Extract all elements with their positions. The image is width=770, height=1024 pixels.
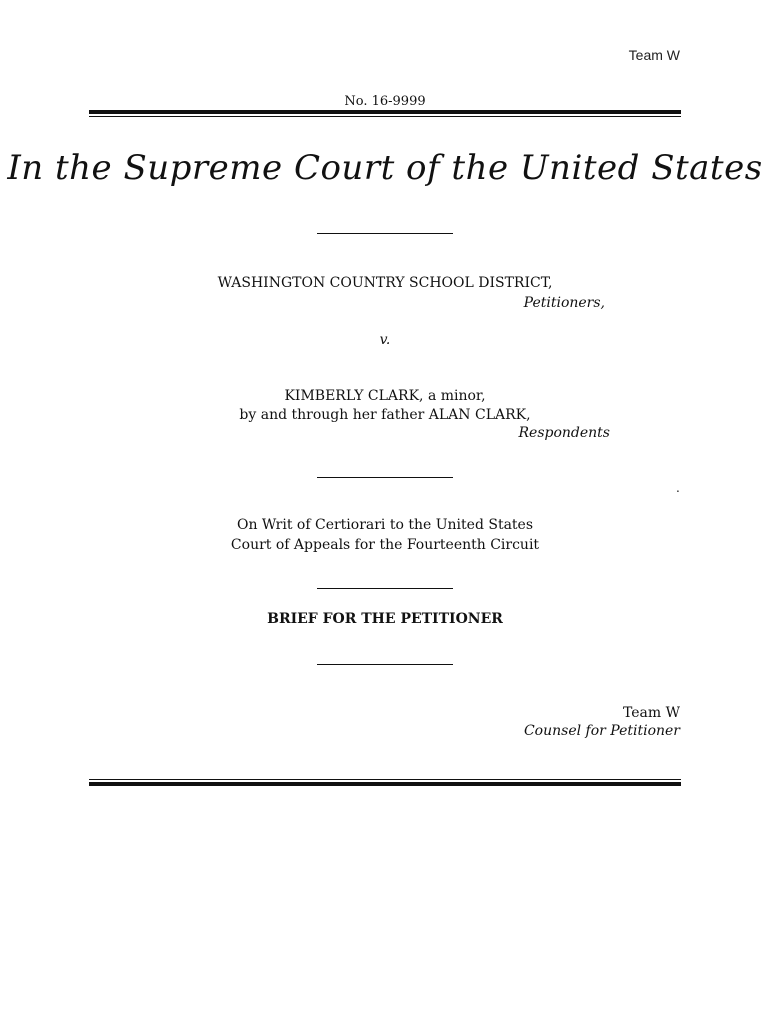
petitioner-name: WASHINGTON COUNTRY SCHOOL DISTRICT, [217,275,553,291]
header-team-label: Team W [628,47,680,63]
respondent-name-line2: by and through her father ALAN CLARK, [239,407,531,423]
stray-period: . [676,481,680,495]
counsel-role: Counsel for Petitioner [523,723,680,739]
counsel-name: Team W [623,705,680,721]
docket-number: No. 16-9999 [344,94,426,109]
respondent-name-line1: KIMBERLY CLARK, a minor, [284,388,486,404]
brief-title: BRIEF FOR THE PETITIONER [267,611,503,627]
section-divider-1 [317,233,453,234]
section-divider-2 [317,477,453,478]
top-double-rule [89,110,681,117]
section-divider-3 [317,588,453,589]
petitioner-role: Petitioners, [523,295,605,311]
writ-line2: Court of Appeals for the Fourteenth Circuit [230,537,540,553]
writ-line1: On Writ of Certiorari to the United States [236,517,534,533]
versus-label: v. [379,332,391,348]
bottom-double-rule [89,779,681,786]
court-title: In the Supreme Court of the United States [7,148,763,188]
section-divider-4 [317,664,453,665]
respondent-role: Respondents [518,425,610,441]
